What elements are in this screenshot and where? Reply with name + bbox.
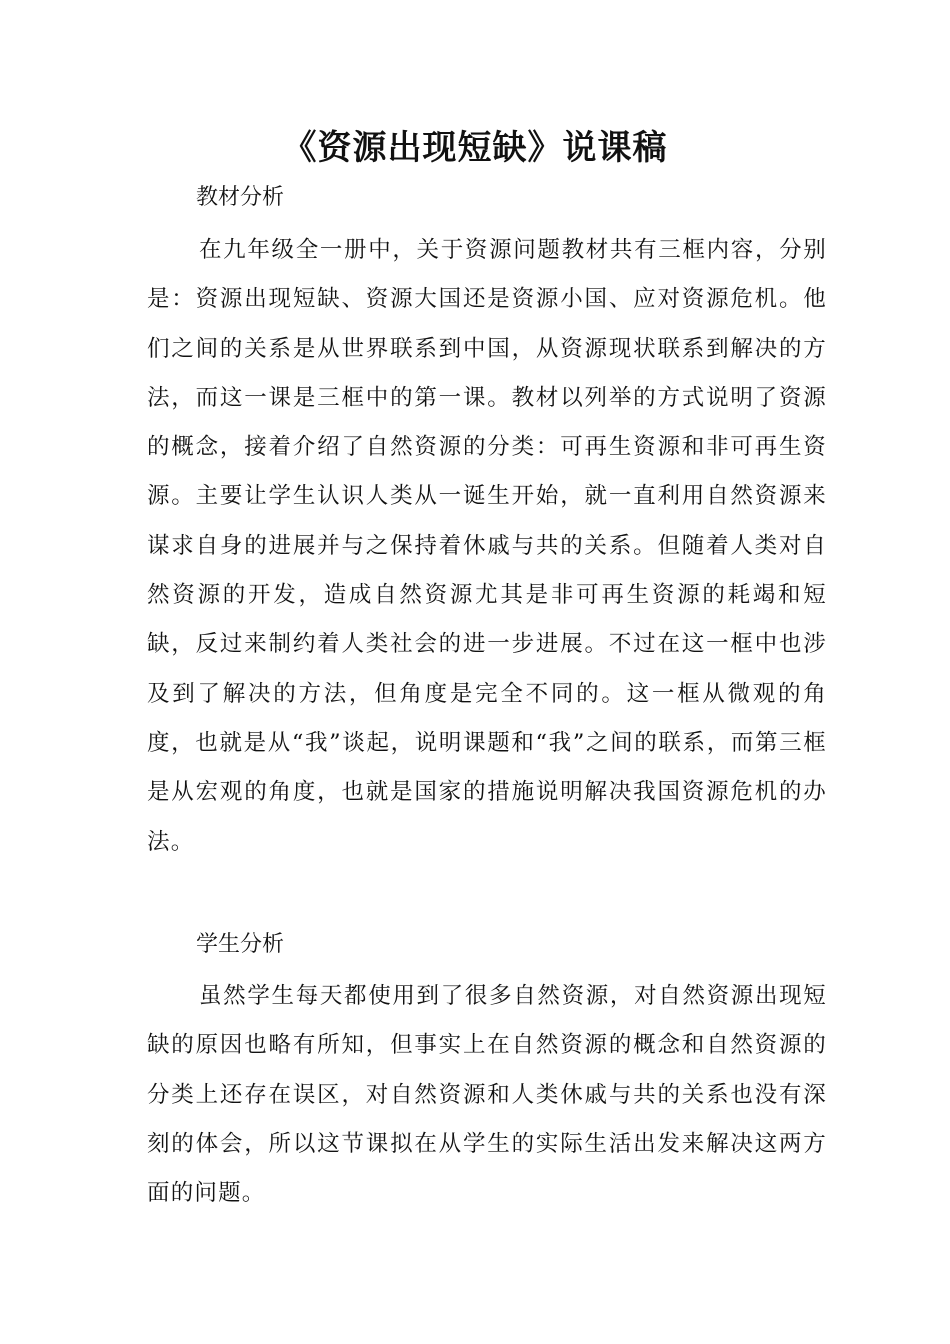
section-heading-student-analysis: 学生分析 (196, 932, 285, 957)
section-body-textbook-analysis: 在九年级全一册中，关于资源问题教材共有三框内容，分别是：资源出现短缺、资源大国还是资源小国、应对资源危机。他们之间的关系是从世界联系到中国，从资源现状联系到解决的方法，而这一课是三框中的第一课。教材以列举的方式说明了资源的概念，接着介绍了自然资源的分类：可再生资源和非可再生资源。主要让学生认识人类从一诞生开始，就一直利用自然资源来谋求自身的进展并与之保持着休戚与共的关系。但随着人类对自然资源的开发，造成自然资源尤其是非可再生资源的耗竭和短缺，反过来制约着人类社会的进一步进展。不过在这一框中也涉及到了解决的方法，但角度是完全不同的。这一框从微观的角度，也就是从“我”谈起，说明课题和“我”之间的联系，而第三框是从宏观的角度，也就是国家的措施说明解决我国资源危机的办法。 (147, 237, 827, 855)
section-heading-textbook-analysis: 教材分析 (196, 185, 285, 210)
document-title: 《资源出现短缺》说课稿 (282, 128, 668, 168)
section-body-student-analysis: 虽然学生每天都使用到了很多自然资源，对自然资源出现短缺的原因也略有所知，但事实上在自然资源的概念和自然资源的分类上还存在误区，对自然资源和人类休戚与共的关系也没有深刻的体会，所以这节课拟在从学生的实际生活出发来解决这两方面的问题。 (147, 983, 827, 1207)
